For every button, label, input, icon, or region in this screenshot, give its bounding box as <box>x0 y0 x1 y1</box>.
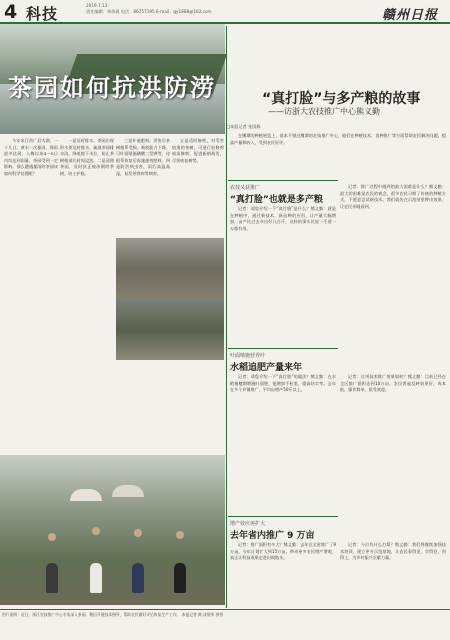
person-head <box>48 533 56 541</box>
section-rule <box>228 180 338 181</box>
subhead-title: 去年省内推广 9 万亩 <box>230 531 315 541</box>
field-visit-photo <box>0 455 225 605</box>
lead-banner-photo <box>0 24 225 134</box>
lead-column-4 <box>172 138 224 234</box>
lead-paragraph: 一是及时排水。茶园出现积水要及时排水，疏通茶园排水沟，降低地下水位，防止茶树根部长时间浸泡。二是清理茶园，及时扶正被冲倒的茶树，培土护根。 <box>60 138 114 176</box>
subhead-kicker: 增产效应再扩大 <box>230 521 266 527</box>
person-head <box>134 529 142 537</box>
subhead-title: 水稻追肥产量来年 <box>230 363 303 373</box>
person <box>46 563 58 593</box>
photo-caption: 图片说明：近日，浙江农技推广中心专家深入茶园、稻田开展技术指导，帮助农民做好灾后恢复生产工作。 本报记者 摄 漆银华 供图 <box>2 612 224 617</box>
qna-column-4 <box>340 374 446 512</box>
person-head <box>176 531 184 539</box>
feature-headline: “真打脸”与多产粮的故事 <box>262 91 421 107</box>
person <box>174 563 186 593</box>
lead-headline: 茶园如何抗洪防涝 <box>8 74 216 102</box>
section-title: 科技 <box>26 5 59 23</box>
subhead-kicker: 农技又获推广 <box>230 185 261 191</box>
lead-paragraph: 今年来江西广县太湖、一十几日，黄水一次暴雨、降雨最多达到，入梅以来4～8日内均达到雨量，茶园受到一定影响。那么遭遇暴雨的茶园该如何科学处理呢？ <box>4 138 58 176</box>
umbrella <box>70 489 102 501</box>
qna-paragraph: 记者：这项技术推广效果如何？熊义勤：目前已经在全区推广面积达到10万亩，农民普遍反映效果好，成本低，操作简单，很受欢迎。 <box>340 374 446 393</box>
person <box>90 563 102 593</box>
qna-paragraph: 记者：请您介绍一下“真打脸”是什么？熊义勤：就是在种植中，通过新技术、新品种的应用，让产量大幅增加，亩产比过去多出好几百斤，这样的事实比说一千道一万都有用。 <box>230 206 336 231</box>
footer-rule <box>0 609 450 610</box>
column-divider <box>226 26 227 608</box>
qna-column-2 <box>340 184 446 344</box>
feature-byline: □本报记者 金国栋 <box>226 124 261 129</box>
lead-paragraph: 三是补施肥料。涝害后茶树根系受损，吸收能力下降，可叶面喷施磷酸二氢钾等，待根系恢复后再施速效肥料。四是防治病虫害，雨后高温高湿，易发茶饼病等病害。 <box>116 138 170 176</box>
lead-column-3 <box>116 138 170 234</box>
section-rule <box>228 348 338 349</box>
person-head <box>92 527 100 535</box>
qna-column-6 <box>340 542 446 606</box>
tea-garden-photo <box>116 238 224 300</box>
intro-paragraph: 在鹰潭的种植展览上，基本不错过鹰潭的农技推广中心，他们在种植技术、良种推广等方面帮助农民解决问题，提高产量和收入，受到农民好评。 <box>230 133 446 145</box>
subhead-kicker: 叶面喷施营养叶 <box>230 353 266 359</box>
lead-paragraph: 五是适时修剪，对受害较重的茶树，可进行轻修剪或深修剪，促进新梢萌发，尽快恢复树势。 <box>172 138 224 163</box>
person <box>132 563 144 593</box>
date-line: 2019.7.13 <box>86 3 108 8</box>
umbrella <box>112 485 144 497</box>
feature-subtitle: ——访浙大农技推广中心熊义勤 <box>268 107 380 116</box>
qna-column-5 <box>230 542 336 606</box>
editor-line: 责任编辑：黄伟嵩 电话：86757195 E-mail：gy1888@163.com <box>86 9 212 14</box>
section-rule <box>228 516 338 517</box>
qna-paragraph: 记者：请您介绍一下“真打脸”的做法？熊义勤：在水稻抽穗期喷施叶面肥，能增加千粒重，提高结实率。去年在多个乡镇推广，平均亩增产50斤以上。 <box>230 374 336 393</box>
newspaper-logo: 赣州日报 <box>381 8 438 23</box>
qna-paragraph: 记者：今后有什么打算？熊义勤：我们将继续加强技术培训，建立更多示范基地，让农民看得见、学得会、用得上，为乡村振兴贡献力量。 <box>340 542 446 561</box>
seedling-rows-photo <box>116 300 224 360</box>
qna-paragraph: 记者：推广面积有多大？熊义勤：去年在全省推广了9万亩，今年计划扩大到15万亩，带动更多农民增产增收，真正让科技成果走进田间地头。 <box>230 542 336 561</box>
subhead-title: “真打脸”也就是多产粮 <box>230 195 323 205</box>
header-meta <box>86 3 212 15</box>
feature-intro <box>230 133 446 173</box>
qna-column-1 <box>230 206 336 344</box>
qna-paragraph: 记者：推广过程中遇到的最大困难是什么？熊义勤：最大的困难是农民的观念，很多农民习惯了传统的种植方式，不愿意尝试新技术。我们就先在示范田里种出效果，让农民亲眼看到。 <box>340 184 446 209</box>
qna-column-3 <box>230 374 336 512</box>
page-header <box>0 0 450 24</box>
page-number: 4 <box>4 1 18 23</box>
